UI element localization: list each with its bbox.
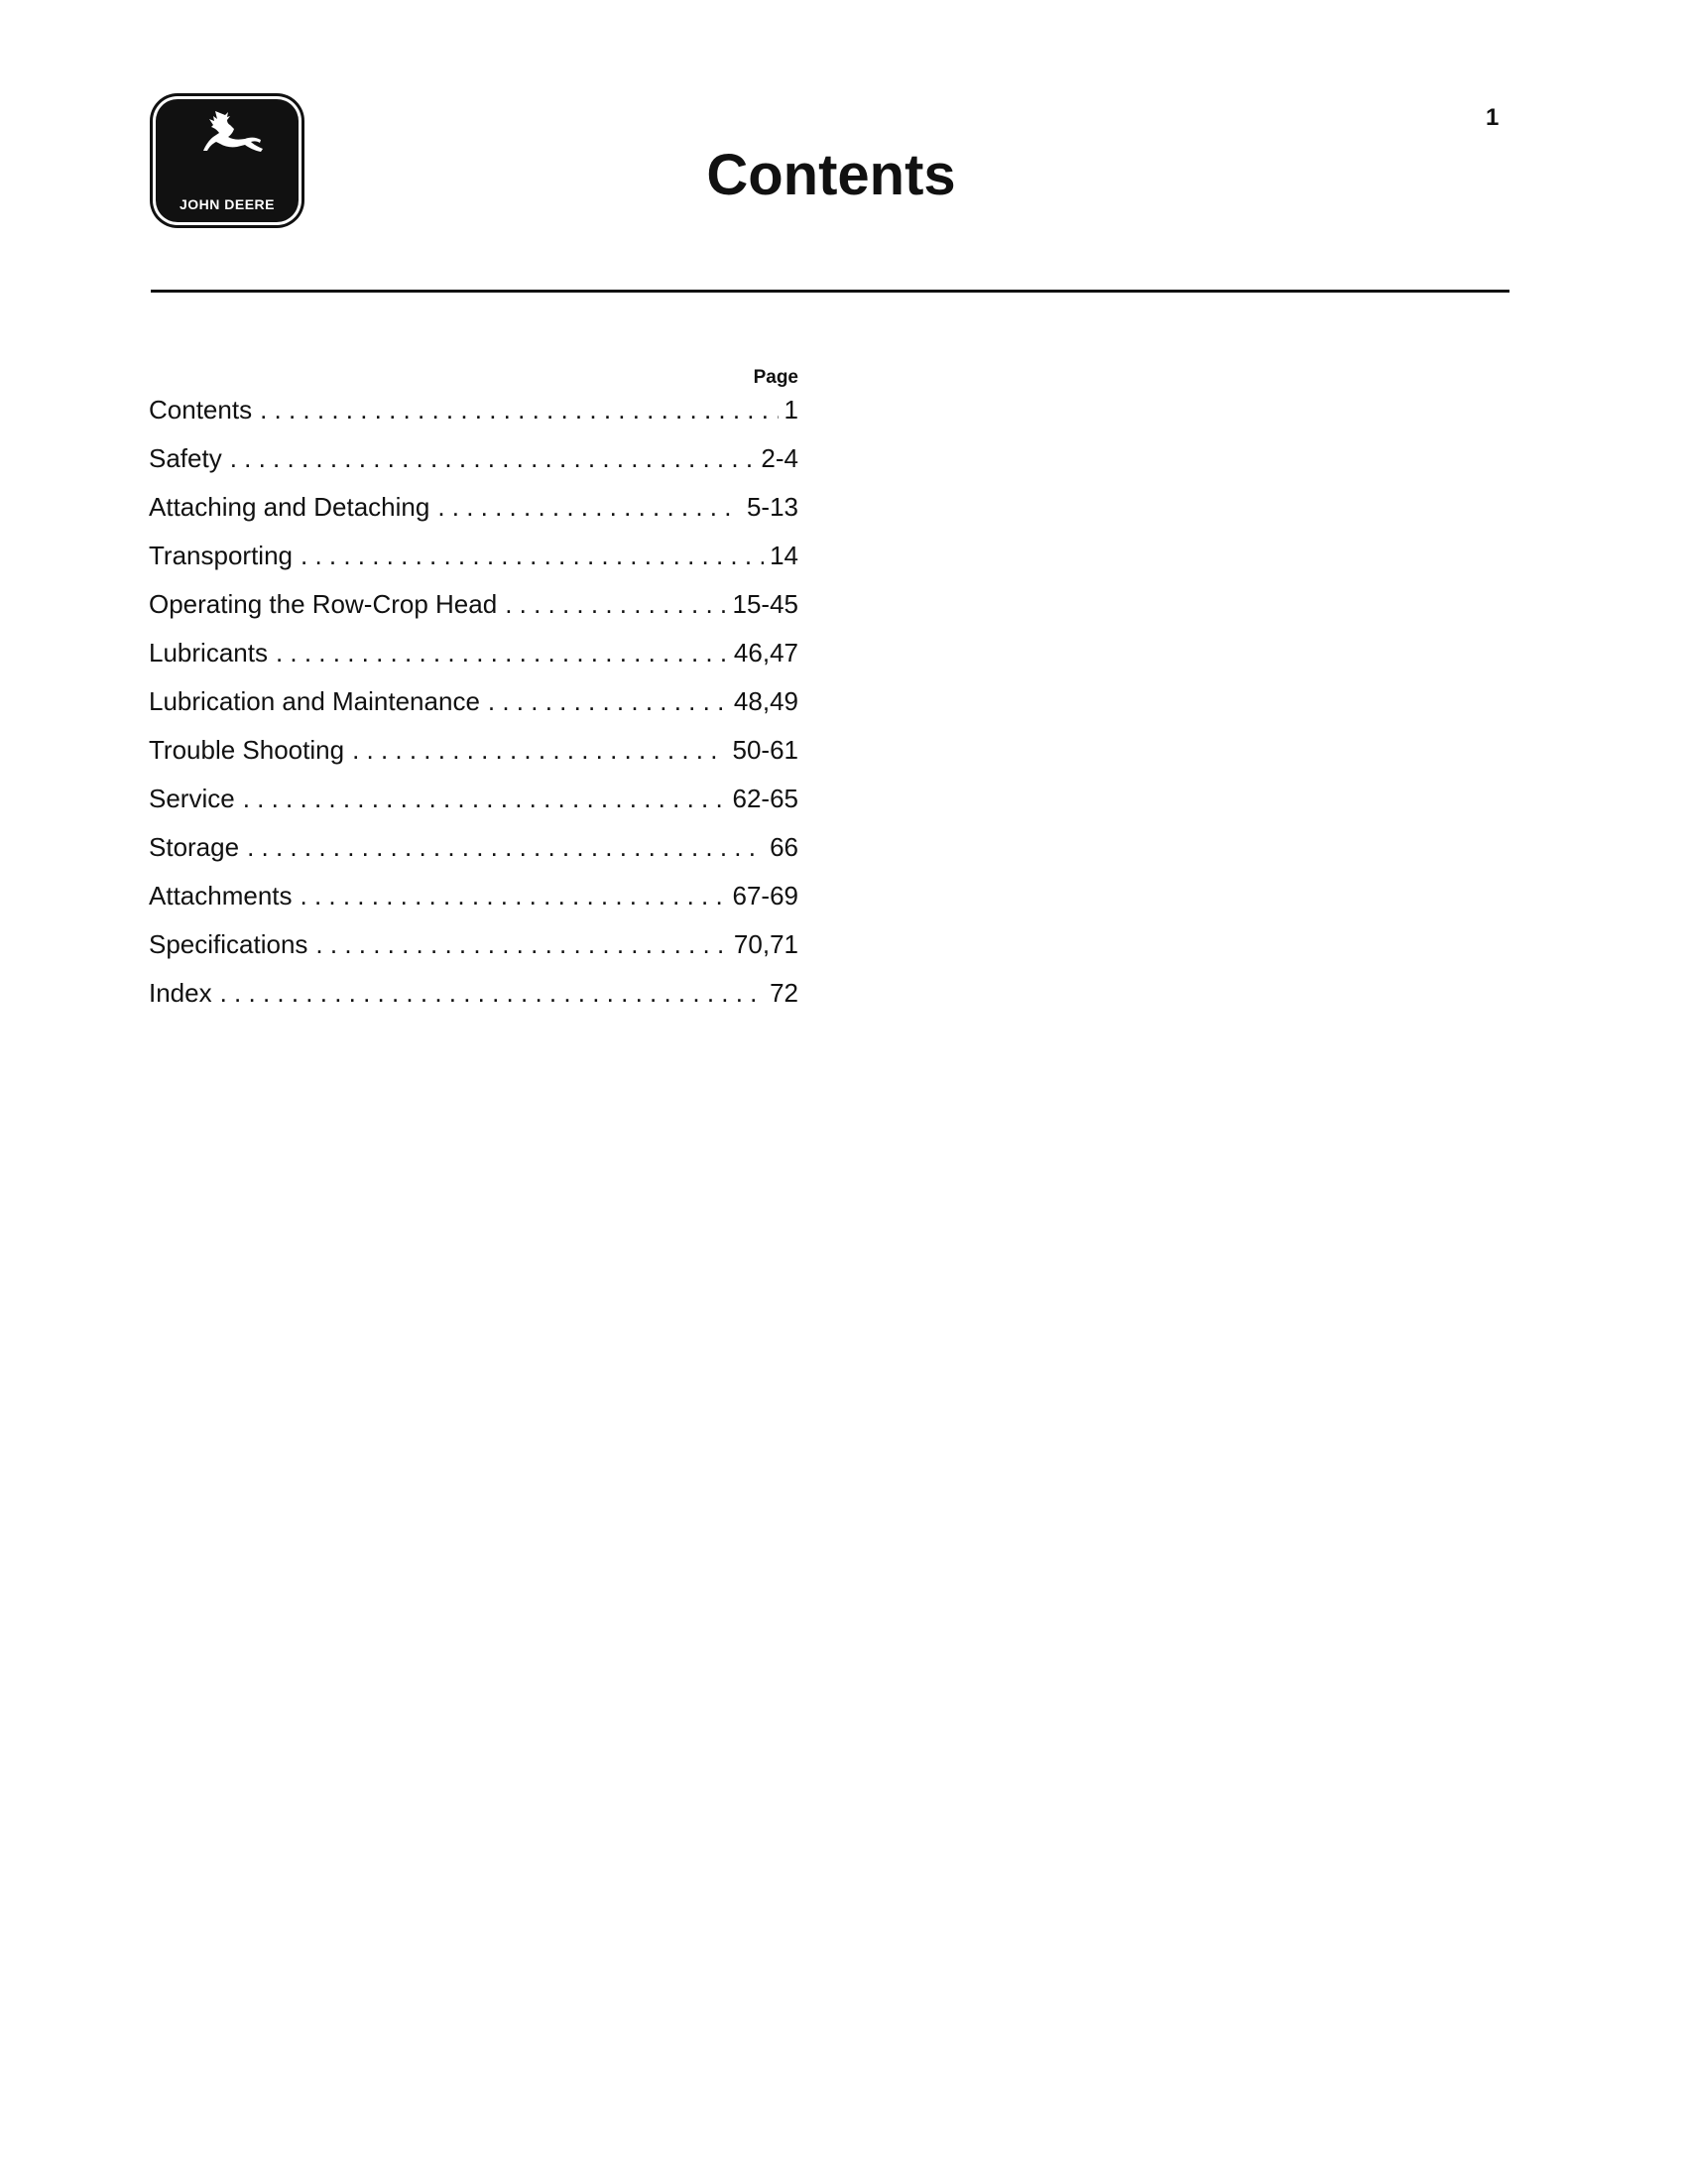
toc-entry-label: Operating the Row-Crop Head (149, 589, 498, 619)
toc-entry-page: 2-4 (761, 443, 798, 473)
toc-entry (149, 686, 798, 735)
toc-entry-page: 5-13 (746, 492, 798, 522)
toc-leader-dots (315, 929, 728, 960)
toc-entry-label: Lubrication and Maintenance (149, 686, 480, 716)
toc-entry (149, 541, 798, 589)
toc-leader-dots (220, 978, 764, 1009)
toc-entry-label: Transporting (149, 541, 293, 570)
toc-entry-page: 15-45 (732, 589, 798, 619)
toc-entry-label: Attaching and Detaching (149, 492, 430, 522)
toc-entry-label: Safety (149, 443, 222, 473)
toc-entry-page: 70,71 (733, 929, 798, 959)
toc-entry-label: Contents (149, 395, 253, 425)
toc-leader-dots (352, 735, 726, 766)
leaping-deer-icon (180, 105, 275, 188)
toc-entry (149, 492, 798, 541)
toc-entry-label: Lubricants (149, 638, 268, 667)
toc-entry (149, 929, 798, 978)
toc-leader-dots (247, 832, 764, 863)
toc-entry-page: 62-65 (732, 784, 798, 813)
toc-leader-dots (505, 589, 726, 620)
toc-page-header: Page (753, 367, 798, 388)
toc-leader-dots (488, 686, 728, 717)
toc-entry (149, 832, 798, 881)
toc-entry-page: 50-61 (732, 735, 798, 765)
toc-entry-label: Service (149, 784, 235, 813)
page-title: Contents (706, 143, 956, 207)
toc-leader-dots (243, 784, 727, 814)
toc-leader-dots (260, 395, 778, 425)
toc-entry-page: 66 (770, 832, 798, 862)
logo-text: JOHN DEERE (179, 196, 276, 212)
toc-leader-dots (301, 881, 727, 911)
toc-entry-label: Trouble Shooting (149, 735, 345, 765)
toc-entry-label: Specifications (149, 929, 308, 959)
toc-entry (149, 638, 798, 686)
toc-entry-page: 14 (770, 541, 798, 570)
toc-entry-page: 1 (784, 395, 798, 425)
toc-leader-dots (230, 443, 756, 474)
toc-entry-page: 48,49 (733, 686, 798, 716)
toc-entry (149, 395, 798, 443)
toc-entry (149, 978, 798, 1027)
toc-entry-label: Index (149, 978, 212, 1008)
table-of-contents (149, 367, 798, 1027)
toc-entry (149, 589, 798, 638)
toc-entry (149, 784, 798, 832)
toc-entry-page: 46,47 (733, 638, 798, 667)
toc-entry-label: Attachments (149, 881, 293, 910)
header-divider (151, 290, 1509, 293)
toc-entry-page: 72 (770, 978, 798, 1008)
toc-entry (149, 881, 798, 929)
toc-leader-dots (301, 541, 764, 571)
toc-entry (149, 443, 798, 492)
toc-leader-dots (437, 492, 741, 523)
toc-entry (149, 735, 798, 784)
page-number: 1 (1486, 104, 1500, 131)
toc-entry-page: 67-69 (732, 881, 798, 910)
toc-entry-label: Storage (149, 832, 240, 862)
john-deere-logo (156, 99, 299, 222)
toc-leader-dots (276, 638, 728, 668)
